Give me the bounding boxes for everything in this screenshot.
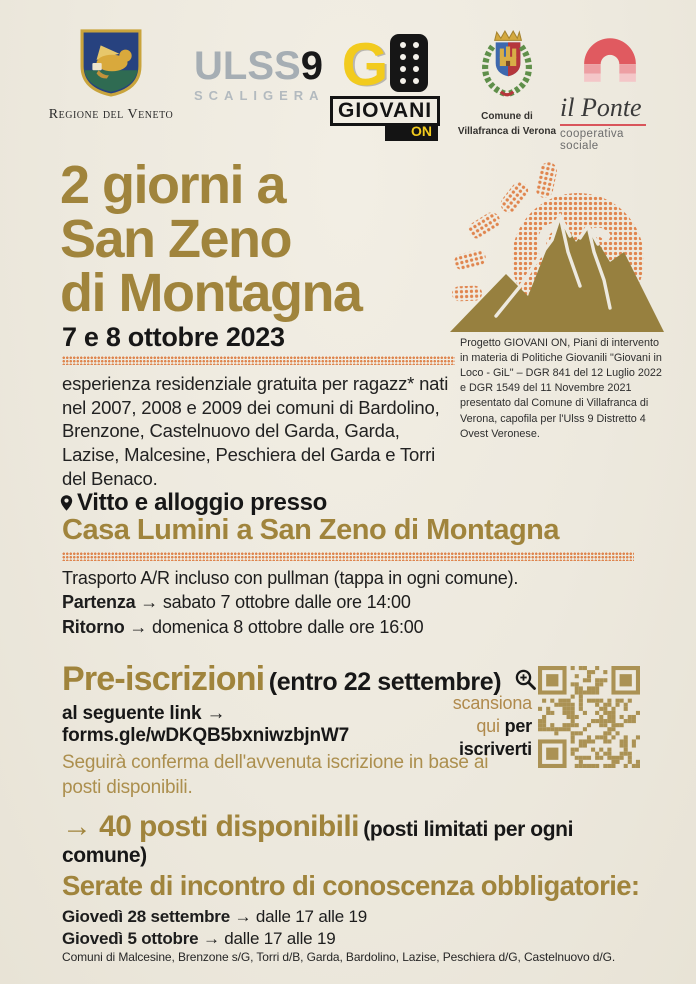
departure-line: Partenza → sabato 7 ottobre dalle ore 14:00 <box>62 592 411 613</box>
divider <box>62 552 634 561</box>
spots-heading <box>62 810 662 868</box>
project-note: Progetto GIOVANI ON, Piani di intervento in materia di Politiche Giovanili "Giovani in Loco - GiL" – DGR 841 del 12 Luglio 2022 e DGR 1549 del 11 Novembre 2021 presentato dal Comune di Villafranca di Verona, capofila per l'Ulss 9 Distretto 4 Ovest Veronese. <box>460 337 662 440</box>
footer-communes: Comuni di Malcesine, Brenzone s/G, Torri d/B, Garda, Bardolino, Lazise, Peschiera d/G, Castelnuovo d/G. <box>62 950 616 964</box>
ponte-arch-icon <box>581 71 639 88</box>
ponte-rule <box>560 124 646 126</box>
go-giovani-box <box>330 96 440 126</box>
event-description: esperienza residenziale gratuita per ragazz* nati nel 2007, 2008 e 2009 dei comuni di Bardolino, Brenzone, Castelnuovo del Garda, Garda, Lazise, Malcesine, Peschiera del Garda e Torri del Benaco. <box>62 373 449 489</box>
ulss9-subtitle: SCALIGERA <box>194 88 325 103</box>
qr-code <box>538 666 640 773</box>
logo-comune-villafranca <box>452 28 562 139</box>
divider <box>62 356 455 365</box>
go-domino-icon <box>390 34 428 92</box>
comune-label: Comune di Villafranca di Verona <box>457 111 557 137</box>
lodging-kicker-label: Vitto e alloggio presso <box>77 489 328 516</box>
scan-label: scansiona qui per iscriverti <box>452 693 532 760</box>
ponte-subtitle: cooperativa sociale <box>560 128 624 152</box>
event-date: 7 e 8 ottobre 2023 <box>62 322 285 352</box>
transport-info <box>62 566 532 639</box>
comune-crest-icon <box>474 28 540 107</box>
arrow-icon: → <box>140 592 159 613</box>
ponte-wordmark: il Ponte <box>560 93 642 122</box>
lodging-title: Casa Lumini a San Zeno di Montagna <box>62 514 559 546</box>
arrow-icon: → <box>129 616 148 637</box>
transport-line: Trasporto A/R incluso con pullman (tappa in ogni comune). <box>62 568 519 588</box>
logo-ulss9 <box>194 46 325 103</box>
return-line: Ritorno → domenica 8 ottobre dalle ore 16:00 <box>62 616 424 637</box>
registration-deadline: (entro 22 settembre) <box>268 668 502 696</box>
registration-note: Seguirà conferma dell'avvenuta iscrizione in base ai posti disponibili. <box>62 752 489 798</box>
logo-regione-veneto <box>48 28 174 123</box>
veneto-label: Regione del Veneto <box>48 107 174 122</box>
arrow-icon: → <box>62 810 92 843</box>
spots-subtitle: (posti limitati per ogni comune) <box>62 818 574 867</box>
registration-title: Pre-iscrizioni <box>62 660 265 698</box>
spots-title: 40 posti disponibili <box>99 810 359 843</box>
arrow-icon: → <box>234 906 252 926</box>
registration-link-line: al seguente link → forms.gle/wDKQB5bxniwzbjnW7 <box>62 703 350 746</box>
go-giovani-wordmark: GIOVANI <box>338 99 433 122</box>
arrow-icon: → <box>202 929 220 949</box>
meetings-title: Serate di incontro di conoscenza obbligatorie: <box>62 870 640 901</box>
ulss9-wordmark: ULSS9 <box>194 44 323 88</box>
lodging-kicker <box>60 489 327 517</box>
registration-link[interactable]: forms.gle/wDKQB5bxniwzbjnW7 <box>62 725 350 746</box>
logo-il-ponte <box>560 34 660 152</box>
veneto-crest-icon <box>80 28 142 103</box>
logo-go-giovani <box>330 30 440 139</box>
go-on-tag: ON <box>385 123 438 141</box>
go-g-letter: G <box>341 31 389 98</box>
page-title: 2 giorni a San Zeno di Montagna <box>60 155 362 323</box>
sun-mountain-illustration <box>448 156 666 337</box>
meeting-row: Giovedì 28 settembre → dalle 17 alle 19 <box>62 906 368 926</box>
spots-section <box>62 810 662 951</box>
arrow-icon: → <box>206 703 226 724</box>
meeting-row: Giovedì 5 ottobre → dalle 17 alle 19 <box>62 929 336 949</box>
